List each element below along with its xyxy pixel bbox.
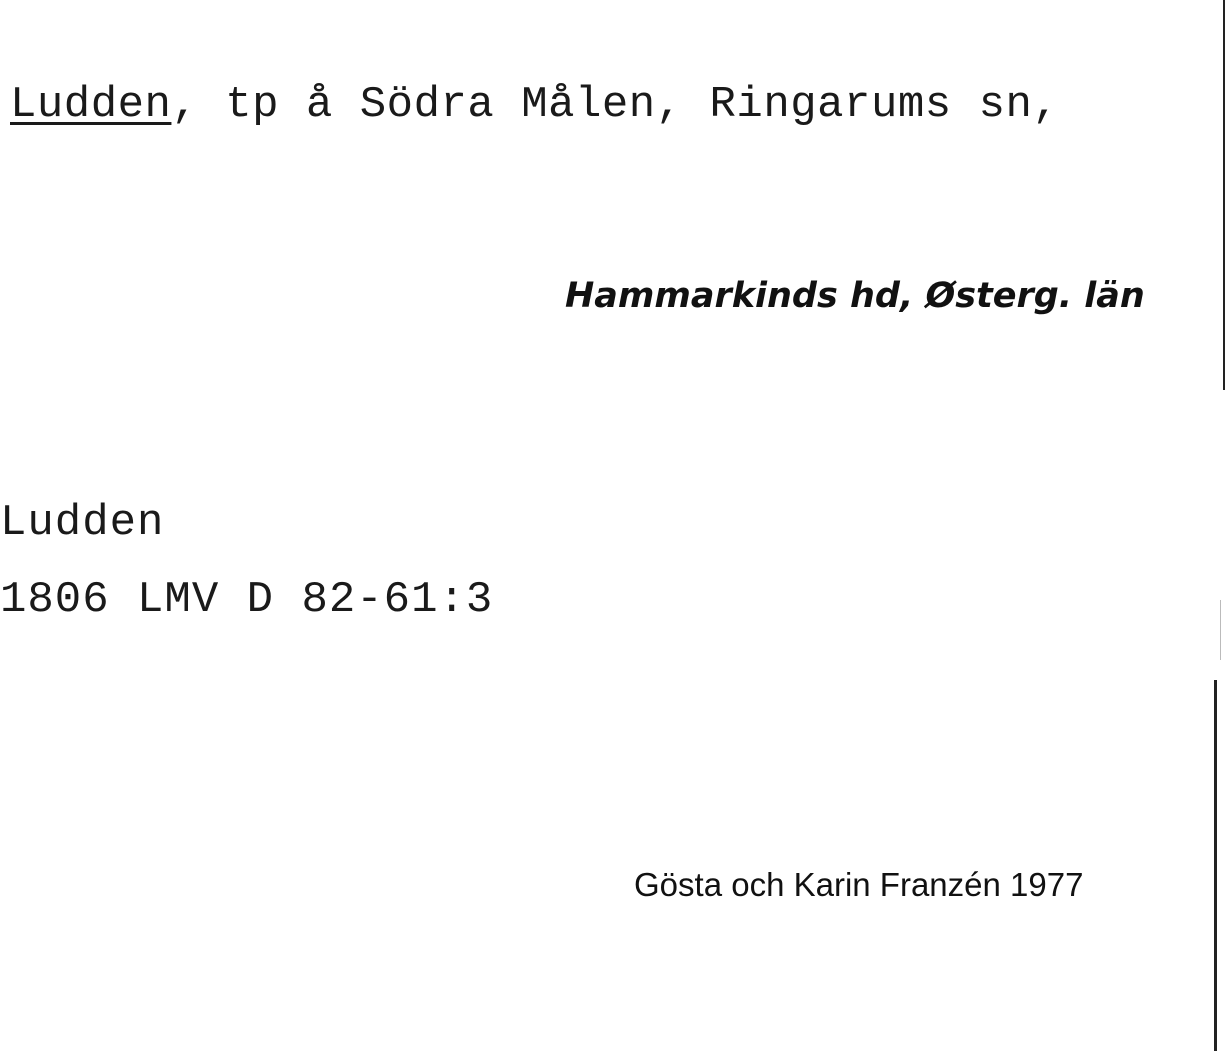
region-label: Hammarkinds hd, Østerg. län [565,276,1145,316]
source-reference: 1806 LMV D 82-61:3 [0,575,494,625]
recorded-form: Ludden [0,498,165,548]
place-description: , tp å Södra Målen, Ringarums sn, [171,80,1060,130]
collector-credit: Gösta och Karin Franzén 1977 [634,866,1084,903]
place-name: Ludden [10,80,172,130]
scan-edge-line [1220,600,1221,660]
scan-edge-line [1214,680,1217,1051]
scan-edge-line [1223,0,1225,390]
place-heading [10,80,1059,130]
